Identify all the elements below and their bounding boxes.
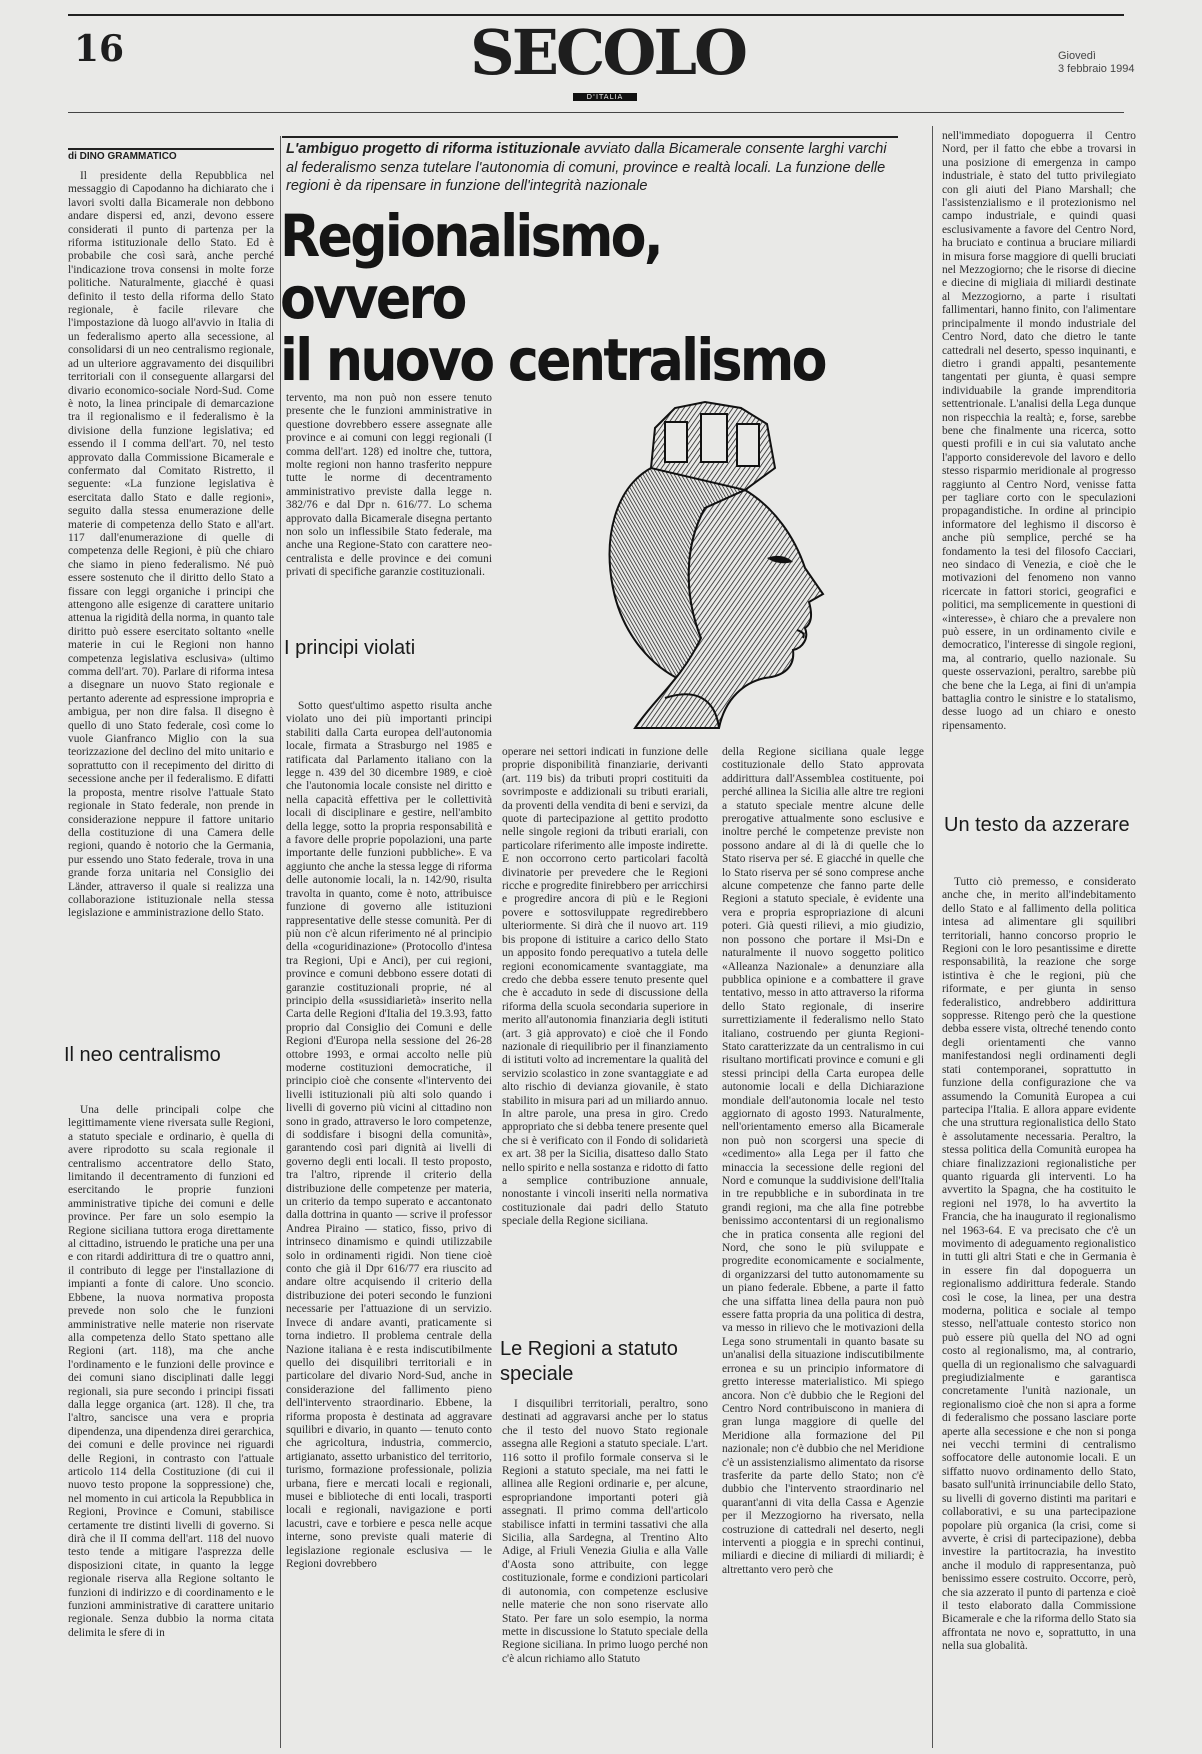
- body-column-5b: [942, 876, 1136, 1748]
- italia-turrita-illustration: [505, 398, 885, 742]
- body-text: nell'immediato dopoguerra il Centro Nord, per il fatto che ebbe a trovarsi in una posizione di emergenza in campo industriale, è stato del tutto privilegiato con gli aiuti del Piano Marshall; che l'assistenzialismo e il protezionismo nel campo industriale, e quindi quasi esclusivamente a favore del Centro Nord, ha bruciato e continua a bruciare miliardi in misura forse maggiore di quelli bruciati nel Mezzogiorno; che le risorse di diecine e diecine di migliaia di miliardi destinate al Mezzogiorno, a parte i risultati fallimentari, hanno finito, con l'alimentare principalmente il mondo industriale del Centro Nord, dato che dietro le tante cattedrali nel deserto, spesso inquinanti, e dietro i grandi appalti, pesantemente tangentati per giunta, è quasi sempre individuabile la grande imprenditoria settentrionale. L'analisi della Lega dunque non rispecchia la realtà; e, forse, sarebbe bene che finalmente una ricerca, sotto questi profili e in cui sia valutato anche l'apporto considerevole del lavoro e dello stesso risparmio meridionale al progresso raggiunto al Centro Nord, venisse fatta per tagliare corto con le speculazioni propagandistiche. In ordine al principio informatore del leghismo il discorso è anche più semplice, perché se ha fondamento la tesi del filosofo Cacciari, neo sindaco di Venezia, e cioè che le motivazioni del fenomeno non vanno ricercate in fattori storici, geografici e politici, ma semplicemente in questioni di «interesse», è chiaro che a prevalere non può essere, in un ordinamento civile e democratico, l'interesse di singole regioni, ma, al contrario, quello nazionale. Su queste osservazioni, peraltro, sarebbe più che bene che la Lega, ai fini di un'ampia battaglia contro le sinistre e lo statalismo, desse luogo ad un chiaro e onesto ripensamento.: [942, 130, 1136, 732]
- headline-line-2: il nuovo centralismo: [280, 326, 825, 394]
- body-text: operare nei settori indicati in funzione delle proprie disponibilità finanziarie, derivanti (art. 119 bis) da tributi propri costituiti da sovrimposte e addizionali su tributi erariali, da proventi della vendita di beni e servizi, da quote di partecipazione al gettito prodotto nelle singole regioni da tributi erariali, con particolare riferimento alle imposte indirette. E non occorrono certo particolari facoltà divinatorie per prevedere che le Regioni ricche e progredite finirebbero per arricchirsi e progredire ancora di più e le Regioni povere e sottosviluppate regredirebbero ulteriormente. Si dirà che il nuovo art. 119 bis propone di istituire a carico dello Stato un apposito fondo perequativo a tutela delle regioni economicamente svantaggiate, ma credo che debba essere tenuto presente quel che è accaduto in sede di discussione della riforma della scuola secondaria superiore in merito all'autonomia finanziaria degli istituti (art. 3 già approvato) e cioè che il Fondo nazionale di riequilibrio per il finanziamento di istituti volto ad incrementare la qualità del servizio scolastico in zone svantaggiate e ad alto rischio di devianza giovanile, è stato stabilito in misura pari ad un miliardo annuo. In altre parole, una presa in giro. Credo appropriato che si debba tenere presente quel che si è verificato con il Fondo di solidarietà ex art. 38 per la Sicilia, disatteso dallo Stato nello spirito e nella sostanza e ridotto di fatto a semplice contribuzione annuale, nonostante i vincoli inseriti nella normativa costituzionale dai padri dello Statuto speciale della Regione siciliana.: [502, 746, 708, 1228]
- masthead-subtitle: D'ITALIA: [573, 93, 638, 101]
- page-number: 16: [74, 28, 125, 70]
- masthead-title: SECOLO: [470, 16, 745, 89]
- byline: di DINO GRAMMATICO: [68, 151, 177, 162]
- dateline: [1058, 50, 1134, 76]
- body-text: tervento, ma non può non essere tenuto presente che le funzioni amministrative in questione dovrebbero essere assegnate alle province e ai comuni con leggi regionali (I comma dell'art. 128) ed inoltre che, tuttora, molte regioni non hanno trasferito neppure tutte le norme di decentramento amministrativo previste dalla legge n. 382/76 e dal Dpr n. 616/77. Lo schema approvato dalla Bicamerale disegna pertanto non solo un inflessibile Stato federale, ma anche una Regione-Stato con carattere neo-centralista e delle province e dei comuni privati di specifiche garanzie costituzionali.: [286, 392, 492, 579]
- kicker: [286, 140, 896, 196]
- body-text: Una delle principali colpe che legittimamente viene riversata sulle Regioni, a statuto speciale e ordinario, è quella di avere riprodotto su scala regionale il centralismo accentratore dello Stato, limitando il decentramento di funzioni ed esercitando le proprie funzioni amministrative tipiche dei comuni e delle province. Per fare un solo esempio la Regione siciliana tuttora eroga direttamente al cittadino, istruendo le pratiche una per una e con ritardi addirittura di tre o quattro anni, il contributo di legge per l'installazione di impianti a fonte di calore. Uno sconcio. Ebbene, la nuova normativa proposta prevede non solo che le funzioni amministrative nelle materie non riservate alla competenza dello Stato spettano alle Regioni (art. 118), ma che anche l'ordinamento e le funzioni delle province e dei comuni siano disciplinati dalle leggi regionali, sia pure secondo i principi fissati dalla legge organica (art. 128). Il che, tra l'altro, sancisce una vera e propria dipendenza, una dipendenza direi gerarchica, dei comuni e delle province nei riguardi delle Regioni, in contrasto con l'attuale articolo 114 della Costituzione (di cui il nuovo testo propone la soppressione) che, nel momento in cui articola la Repubblica in Regioni, Province e Comuni, stabilisce certamente tre distinti livelli di governo. Si dirà che il II comma dell'art. 118 del nuovo testo tende a mitigare l'asprezza delle disposizioni citate, in quanto la legge regionale riserva alla Regione soltanto le funzioni di indirizzo e di coordinamento e le funzioni amministrative di carattere unitario regionale. Senza dubbio la norma citata delimita le sfere di in: [68, 1104, 274, 1639]
- kicker-text: avviato dalla Bicamerale consente larghi varchi al federalismo senza tutelare l'autonomia di comuni, province e realtà locali. La funzione delle regioni è da ripensare in funzione dell'integrità nazionale: [286, 141, 887, 194]
- byline-rule: [68, 148, 274, 150]
- headline-line-1: Regionalismo, ovvero: [280, 202, 661, 332]
- subhead-regioni-statuto-speciale: Le Regioni a statuto speciale: [500, 1338, 678, 1385]
- masthead: [470, 16, 745, 103]
- body-column-1a: [68, 170, 274, 1023]
- body-column-5a: [942, 130, 1136, 812]
- body-text: Sotto quest'ultimo aspetto risulta anche violato uno dei più importanti principi stabiliti dalla Carta europea dell'autonomia locale, firmata a Strasburgo nel 1985 e ratificata dal Parlamento italiano con la legge n. 439 del 30 dicembre 1989, e cioè che l'autonomia locale consiste nel diritto e nella capacità effettiva per le collettività locali di disciplinare e gestire, nell'ambito della legge, sotto la propria responsabilità e a favore delle proprie popolazioni, una parte importante delle funzioni pubbliche». E va aggiunto che anche la stessa legge di riforma delle autonomie locali, la n. 142/90, risulta travolta in quanto, come è noto, attribuisce funzione di governo alle istituzioni rappresentative delle stesse comunità. Per di più non c'è alcun riferimento né al principio della «coguridinazione» (Protocollo d'intesa tra Regioni, Upi e Anci), per cui regioni, province e comuni debbono essere dotati di garanzie costituzionali proprie, né al principio della «sussidiarietà» inserito nella Carta delle Regioni d'Italia del 19.3.93, fatto proprio dal Consiglio dei Comuni e delle Regioni d'Europa nella sessione del 26-28 ottobre 1993, e ormai accolto nelle più moderne costituzioni democratiche, il principio cioè che consente «l'intervento dei livelli istituzionali più alti solo quando i livelli di governo più vicini al cittadino non sono in grado, attraverso le loro competenze, di soddisfare i bisogni della comunità», garantendo così pari dignità ai livelli di governo degli enti locali. Il testo proposto, tra l'altro, riprende il criterio della distribuzione delle competenze per materia, un criterio da tempo superato e accantonato dalla dottrina in quanto — scrive il professor Andrea Piraino — statico, fisso, privo di intrinseco dinamismo e quindi utilizzabile solo in ordinamenti rigidi. Non tiene cioè conto che già il Dpr 616/77 era riuscito ad andare oltre acquisendo il criterio della distribuzione dei poteri secondo le funzioni necessarie per l'attuazione di un servizio. Invece di andare avanti, praticamente si torna indietro. Il problema centrale della Nazione italiana è e resta indiscutibilmente quello dei disquilibri territoriali e in particolare del divario Nord-Sud, anche in considerazione del fallimento pieno dell'intervento straordinario. Ebbene, la riforma proposta è destinata ad aggravare squilibri e divario, in quanto — tenuto conto che agricoltura, industria, commercio, artigianato, assetto urbanistico del territorio, turismo, formazione professionale, polizia urbana, fiere e mercati locali e regionali, musei e biblioteche di enti locali, trasporti locali e regionali, navigazione e porti lacustri, cave e torbiere e pesca nelle acque interne, sono previste quali materie di legislazione regionale esclusiva — le Regioni dovrebbero: [286, 700, 492, 1570]
- dateline-date: 3 febbraio 1994: [1058, 63, 1135, 75]
- body-text: Tutto ciò premesso, e considerato anche che, in merito all'indebitamento dello Stato e al fallimento della politica intesa ad alimentare gli squilibri territoriali, hanno concorso proprio le Regioni con le loro pesantissime e dirette responsabilità, la reazione che sorge istintiva è che le regioni, più che riformate, e per giunta in senso federalistico, andrebbero addirittura soppresse. Ritengo però che la questione debba essere vista, oltreché tenendo conto degli orientamenti che vanno manifestandosi negli ordinamenti degli stati contemporanei, soprattutto in funzione della configurazione che va assumendo la Comunità Europea a cui partecipa l'Italia. E allora appare evidente che una struttura regionalistica dello Stato è assolutamente necessaria. Peraltro, la stessa politica della Comunità europea ha chiare finalizzazioni regionalistiche per quanto riguarda gli interventi. Lo ha avvertito la Spagna, che ha costituito le regioni nel 1978, lo ha avvertito la Francia, che ha inaugurato il regionalismo nel 1963-64. E va precisato che c'è un movimento di adeguamento regionalistico in tutti gli altri Stati e che in Germania è in essere fin dal dopoguerra un regionalismo addirittura federale. Stando così le cose, la linea, per una destra moderna, politica e sociale al tempo stesso, nell'attuale contesto storico non può essere più quella del NO ad ogni costo al regionalismo, ma, al contrario, quella di un regionalismo che salvaguardi pregiudizialmente e garantisca concretamente l'unità nazionale, un regionalismo cioè che non si apra a forme di federalismo che possano lasciare porte aperte alla secessione e che non si ponga nei vecchi termini di centralismo soffocatore delle autonomie locali. E un siffatto nuovo ordinamento dello Stato, basato sull'unità irrinunciabile dello Stato, su livelli di governo distinti ma paritari e collaborativi, e su una partecipazione popolare più organica (la crisi, come si avverte, è crisi di partecipazione), debba investire la partitocrazia, ha investito anche il modulo di rappresentanza, può benissimo essere costruito. Occorre, però, che sia azzerato il punto di partenza e cioè il testo elaborato dalla Commissione Bicamerale e che la riforma dello Stato sia affrontata ne novo e, soprattutto, in una nella sua globalità.: [942, 876, 1136, 1653]
- header-rule: [68, 112, 1124, 113]
- body-column-4: [722, 746, 924, 1748]
- subhead-testo-da-azzerare: Un testo da azzerare: [944, 814, 1130, 836]
- headline: [280, 202, 838, 394]
- column-separator: [932, 126, 933, 1748]
- body-text: Il presidente della Repubblica nel messaggio di Capodanno ha dichiarato che i lavori svolti dalla Bicamerale non debbono andare dispersi ed, anzi, devono essere considerati il punto di partenza per la riforma istituzionale dello Stato. Ed è probabile che così sarà, anche perché l'indicazione trova consensi in molte forze politiche. Naturalmente, giacché è quasi definito il testo della riforma dello Stato regionale, è facile rilevare che l'impostazione dà luogo all'avvio in Italia di un federalismo aperto alla secessione, al consolidarsi di un neo centralismo regionale, ad un ulteriore aggravamento dei disquilibri territoriali con il conseguente allargarsi del divario economico-sociale Nord-Sud. Come è noto, la linea principale di demarcazione tra il regionalismo e il federalismo è la divisione della funzione legislativa; ed essendo il I comma dell'art. 70, nel testo approvato dalla Commissione Bicamerale e confermato dal Comitato Ristretto, il seguente: «La funzione legislativa è esercitata dallo Stato e dalle regioni», seguito dalla stessa enumerazione delle materie di competenza dello Stato e all'art. 117 dall'enumerazione di quelle di competenza delle Regioni, è più che chiaro che siamo in pieno federalismo. Né può essere sostenuto che il diritto dello Stato a fissare con leggi organiche i principi che attengono alle esigenze di carattere unitario attenua la rigidità della norma, in quanto tale diritto può essere esercitato soltanto «nelle materie in cui le Regioni non hanno competenza legislativa esclusiva» (ultimo comma dell'art. 70). Parlare di riforma intesa a disegnare un nuovo Stato regionale e pertanto aderente ad espressione impropria e ambigua, per non dire falsa. Il disegno è quello di uno Stato federale, così come lo vuole Gianfranco Miglio con la sua teorizzazione del declino del mito unitario e soprattutto con il recepimento del diritto di secessione anche per il federalismo. E difatti la proposta, mentre risolve l'attuale Stato regionale in Stato federale, non prende in considerazione neppure il fattore unitario della costituzione di una Camera delle regioni, quando è notorio che la Germania, pur essendo uno Stato federale, trova in una grande forza unitaria nel Consiglio dei Länder, attraverso il quale si realizza una collaborazione istituzionale nella stessa legislazione e amministrazione dello Stato.: [68, 170, 274, 920]
- body-column-3b: [502, 1398, 708, 1748]
- subhead-neo-centralismo: Il neo centralismo: [64, 1044, 221, 1066]
- body-text: I disquilibri territoriali, peraltro, sono destinati ad aggravarsi anche per lo status che il testo del nuovo Stato regionale assegna alle Regioni a statuto speciale. L'art. 116 sotto il profilo formale conserva si le Regioni a statuto speciale, ma nei fatti le allinea alle Regioni ordinarie e, per alcune, espropriandone importanti poteri già assegnati. Il primo comma dell'articolo stabilisce infatti in termini tassativi che alla Sicilia, alla Sardegna, al Trentino Alto Adige, al Friuli Venezia Giulia e alla Valle d'Aosta sono attribuite, con legge costituzionale, forme e condizioni particolari di autonomia, con competenze esclusive nelle materie che non sono riservate allo Stato. Per fare un solo esempio, la norma mette in discussione lo Statuto speciale della Regione siciliana. In primo luogo perché non c'è alcun richiamo allo Statuto: [502, 1398, 708, 1665]
- body-column-2a: [286, 392, 492, 607]
- body-column-2b: [286, 700, 492, 1748]
- kicker-rule: [282, 136, 898, 138]
- body-column-3a: [502, 746, 708, 1333]
- body-column-1b: [68, 1104, 274, 1748]
- subhead-principi-violati: I principi violati: [284, 637, 416, 659]
- body-text: della Regione siciliana quale legge costituzionale dello Stato approvata addirittura dall'Assemblea costituente, poi perché allinea la Sicilia alle altre tre regioni a statuto speciale mentre alcune delle prerogative attualmente sono esclusive e inoltre perché le competenze previste non possono andare al di là di quelle che lo Stato riserva per sé. E giacché in quelle che lo Stato riserva per sé sono comprese anche alcune competenze che fanno parte delle Regioni a statuto speciale, è evidente una vera e propria espropriazione di alcuni poteri. Già questi rilievi, a mio giudizio, non possono che portare il Msi-Dn e naturalmente il nuovo soggetto politico «Alleanza Nazionale» a denunziare alla pubblica opinione e a combattere il grave tentativo, messo in atto attraverso la riforma dello Stato regionale, di inserire surrettiziamente il federalismo nello Stato italiano, costruendo per giunta Regioni-Stato caratterizzate da un centralismo in cui risultano mortificati province e comuni e gli stessi principi della Carta europea delle autonomie locali e della Dichiarazione mondiale dell'autonomia locale nel testo aggiornato di agosto 1993. Naturalmente, nell'orientamento emerso alla Bicamerale non può non scorgersi una specie di «cedimento» alla Lega per il fatto che minaccia la secessione delle regioni del Nord e comunque la suddivisione dell'Italia in tre repubbliche e in subordinata in tre grandi regioni, ma che alla fine potrebbe benissimo accontentarsi di un regionalismo che in pratica consenta alle regioni del Nord, che sono le più sviluppate e progredite economicamente e socialmente, di organizzarsi del tutto autonomamente su un piano federale. Ebbene, a parte il fatto che una siffatta linea della paura non può essere fatta propria da una politica di destra, va messo in rilievo che le motivazioni della Lega sono strumentali in quanto basate su un'analisi della situazione indiscutibilmente erronea e su un principio informatore di gretto interesse materialistico. Mi spiego ancora. Non c'è dubbio che le Regioni del Centro Nord contribuiscono in maniera di gran lunga maggiore di quelle del Meridione alla formazione del Pil nazionale; non c'è dubbio che nel Meridione c'è un assistenzialismo alimentato da risorse trasferite da parte dello Stato; non c'è dubbio che l'intervento straordinario nel quarant'anni di vita della Cassa e Agenzie per il Mezzogiorno ha riversato, nella costruzione di cattedrali nel deserto, negli interventi a pioggia e in sprechi continui, miliardi e diecine di miliardi di miliardi; è altrettanto vero però che: [722, 746, 924, 1576]
- kicker-bold: L'ambiguo progetto di riforma istituzionale: [286, 141, 581, 157]
- dateline-day: Giovedì: [1058, 50, 1096, 62]
